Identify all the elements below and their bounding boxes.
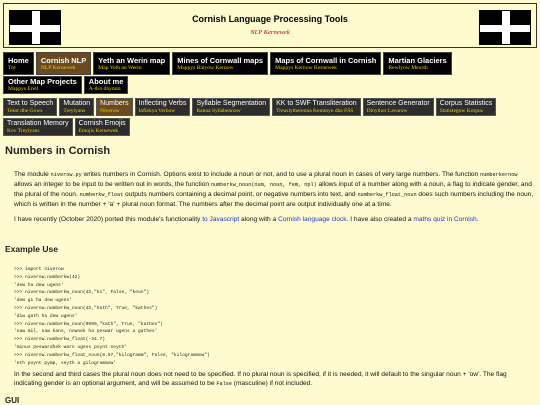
nav-label-kw: Tre [8, 64, 16, 71]
code-line: >>> niverow.numberkw(42) [14, 274, 81, 280]
subnav-label-en: Inflecting Verbs [138, 99, 187, 107]
subnav-label-kw: Emojis Kernewek [78, 127, 119, 134]
nav-label-en: About me [88, 77, 124, 86]
code-line: 'naw mil, naw kans, nownek ha peswar ugens a gathes' [14, 329, 158, 335]
nav-item-maps-in-cornish[interactable] [270, 52, 381, 75]
intro-paragraph [14, 170, 534, 209]
site-header [3, 3, 537, 48]
text: (masculine) if not included. [231, 380, 313, 387]
text: In the second and third cases the plural noun does not need to be specified. If no plural noun is specified, if it is needed, it will default to the singular noun + 'ow'. The flag indicating gender is an optional argument, and will be assumed to be [14, 371, 507, 387]
subnav-item-numbers[interactable] [96, 98, 132, 116]
subnav-label-kw: Treylyans [63, 107, 86, 114]
code-line: 'dew gi ha dew ugens' [14, 298, 72, 304]
text: I have recently (October 2020) ported this module's functionality [14, 216, 203, 223]
nav-label-en: Mines of Cornwall maps [177, 55, 264, 65]
subnav-label-kw: Statistegow Korpus [439, 107, 483, 114]
subnav-item-corpus-statistics[interactable] [436, 98, 497, 116]
code-inline: numberkernow [480, 172, 518, 178]
code-example [14, 266, 534, 367]
site-title: Cornish Language Processing Tools [192, 14, 348, 24]
nav-label-en: Martian Glaciers [388, 55, 447, 65]
subnav-label-en: Translation Memory [7, 119, 69, 127]
subnav-label-kw: Inflekya Verbow [138, 107, 176, 114]
code-inline: numberkw_noun(num, noun, fem, npl) [210, 182, 317, 188]
nav-label-en: Other Map Projects [8, 77, 77, 86]
link-maths-quiz[interactable]: maths quiz in Cornish [413, 216, 477, 223]
text: does such numbers including the noun, which is written in the number + 'a' + plural noun format. The numbers after the decimal point are output individually one at a time. [14, 191, 534, 208]
text: . I have also created a [346, 216, 414, 223]
link-javascript[interactable]: to Javascript [202, 216, 240, 223]
text: allows an integer to be input to be written out in words, the function [14, 181, 211, 188]
gui-heading: GUI [5, 396, 20, 405]
main-nav-row-2 [3, 76, 128, 94]
text: . [476, 216, 479, 223]
nav-item-martian-glaciers[interactable] [383, 52, 451, 75]
code-line: 'minus peswardhek warn ugens poynt seyth' [14, 344, 128, 350]
code-line: >>> niverow.numberkw_noun(9999,"kath", True, "kathes") [14, 321, 163, 327]
text: along with a [239, 216, 279, 223]
code-line: >>> niverow.numberkw_noun(42,"kath", True, "kathes") [14, 305, 158, 311]
subnav-label-kw: Kov Treylyans [7, 127, 40, 134]
nav-item-mines-maps[interactable] [172, 52, 268, 75]
code-inline: numberkw_float [79, 192, 124, 198]
cornish-flag-icon [479, 10, 531, 45]
subnav-item-cornish-emojis[interactable] [75, 118, 130, 136]
nav-label-kw: Mappys Erell [8, 86, 39, 92]
nav-item-about-me[interactable] [84, 76, 129, 94]
nav-label-en: Maps of Cornwall in Cornish [275, 55, 377, 65]
code-line: >>> import niverow [14, 267, 64, 272]
text: allows input of a number along with a noun, a flag to indicate gender, and the plural of the noun. [14, 181, 532, 198]
nav-label-kw: Mappys Balyow Kernow [177, 64, 234, 71]
code-inline: numberkw_float_noun [357, 192, 417, 198]
site-subtitle: NLP Kernewek [250, 29, 290, 36]
subnav-item-inflecting-verbs[interactable] [135, 98, 191, 116]
nav-item-other-map-projects[interactable] [3, 76, 82, 94]
subnav-label-en: Text to Speech [7, 99, 54, 107]
subnav-label-en: Cornish Emojis [78, 119, 126, 127]
nav-label-en: Cornish NLP [40, 55, 87, 65]
subnav-label-en: KK to SWF Transliteration [276, 99, 357, 107]
link-cornish-clock[interactable]: Cornish language clock [278, 216, 347, 223]
nav-item-yeth-an-werin-map[interactable] [93, 52, 170, 75]
notes-paragraph [14, 370, 534, 389]
subnav-item-text-to-speech[interactable] [3, 98, 57, 116]
code-line: 'eth poynt pymp, seyth a gilogrammow' [14, 360, 116, 366]
nav-label-en: Yeth an Werin map [98, 55, 166, 65]
sub-nav-row-2 [3, 118, 130, 136]
code-line: 'dew ha dew ugens' [14, 282, 64, 288]
subnav-item-kk-to-swf[interactable] [272, 98, 361, 116]
text: writes numbers in Cornish. Options exist to include a noun or not, and to use a plural noun in cases of very large numbers. The function [81, 171, 481, 178]
example-heading: Example Use [5, 244, 58, 254]
code-line: >>> niverow.numberkw_float_noun(8.57,"kilogramm", False, "kilogrammow") [14, 352, 210, 358]
subnav-label-en: Mutation [63, 99, 91, 107]
port-paragraph [14, 215, 534, 224]
nav-item-home[interactable] [3, 52, 34, 75]
code-line: 'diw gath ha dew ugens' [14, 313, 78, 319]
nav-label-kw: A-dro dhymm [88, 86, 121, 92]
nav-label-en: Home [8, 55, 29, 65]
nav-label-kw: Rewlyow Meurth [388, 64, 428, 71]
subnav-label-kw: Niverow [100, 107, 120, 114]
subnav-label-kw: Treuslytherenna Kemmyn dhe FSS [276, 107, 354, 114]
subnav-label-en: Sentence Generator [366, 99, 430, 107]
code-inline: False [216, 381, 232, 387]
nav-label-kw: Map Yeth an Werin [98, 64, 142, 71]
subnav-item-translation-memory[interactable] [3, 118, 73, 136]
page-title: Numbers in Cornish [5, 145, 111, 157]
nav-item-cornish-nlp[interactable] [36, 52, 91, 75]
subnav-item-mutation[interactable] [59, 98, 94, 116]
subnav-label-kw: Tekst dhe Gows [7, 107, 43, 114]
subnav-label-kw: Dinythor Lavarow [366, 107, 408, 114]
subnav-item-syllable-segmentation[interactable] [192, 98, 270, 116]
subnav-item-sentence-generator[interactable] [363, 98, 434, 116]
nav-label-kw: Mappys Kernow Kernewek [275, 64, 337, 71]
code-inline: niverow.py [50, 172, 82, 178]
nav-label-kw: NLP Kernewek [40, 64, 76, 71]
sub-nav-row-1 [3, 98, 496, 116]
subnav-label-en: Corpus Statistics [439, 99, 493, 107]
code-line: >>> niverow.numberkw_float(-34.7) [14, 337, 105, 343]
main-nav-row-1 [3, 52, 452, 75]
code-line: >>> niverow.numberkw_noun(42,"ki", False, "keun") [14, 290, 150, 296]
text: outputs numbers containing a decimal point, or negative numbers into text, and [123, 191, 358, 198]
subnav-label-en: Syllable Segmentation [196, 99, 267, 107]
subnav-label-kw: Ranna Syllabennow [196, 107, 241, 114]
subnav-label-en: Numbers [100, 99, 129, 107]
text: The module [14, 171, 51, 178]
